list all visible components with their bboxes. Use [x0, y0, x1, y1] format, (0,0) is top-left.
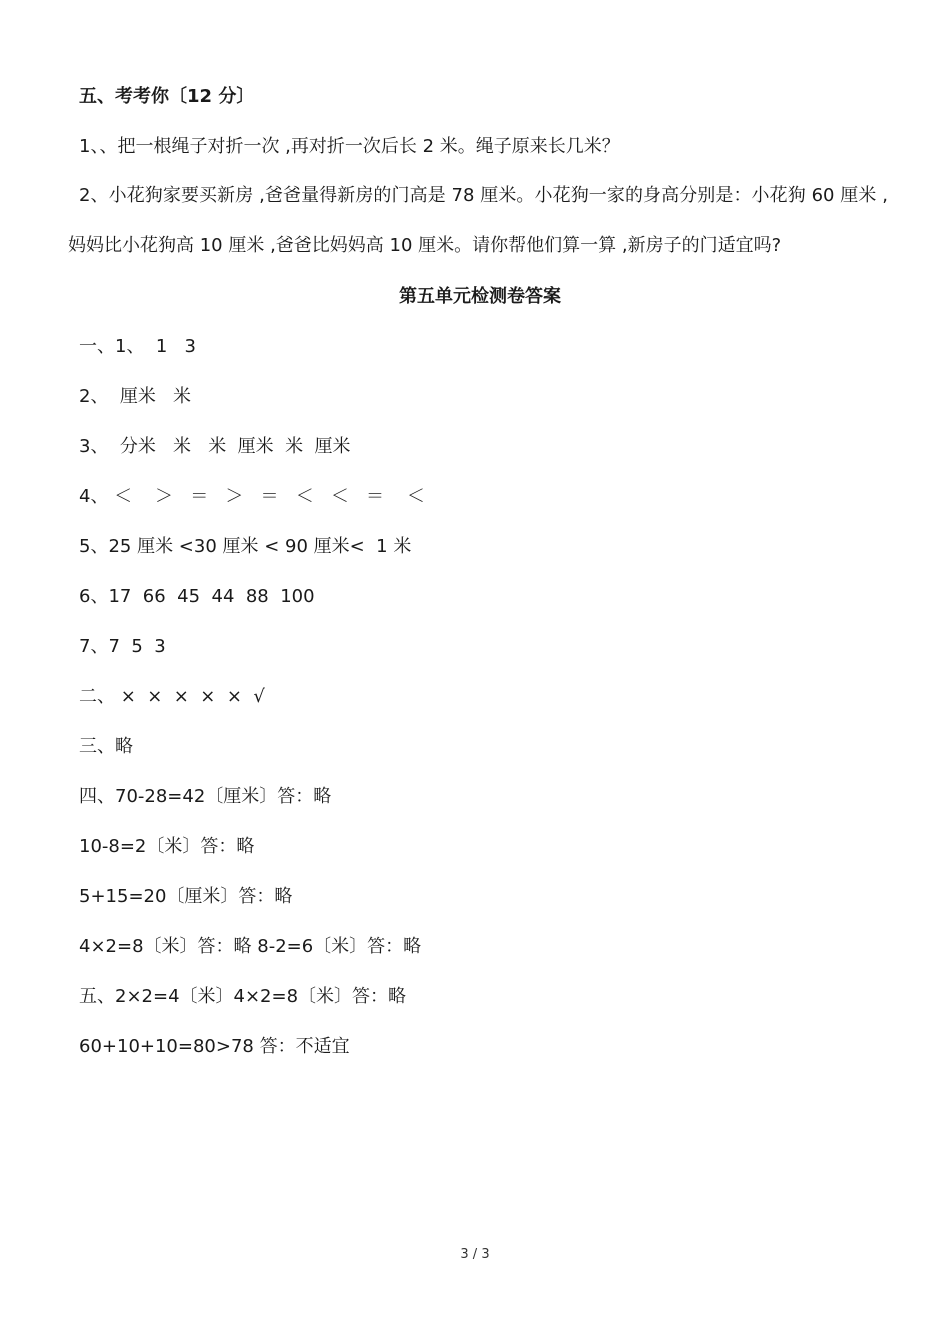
- answer-line: 60+10+10=80>78 答：不适宜: [79, 1036, 350, 1057]
- answer-line: 2、 厘米 米: [79, 386, 192, 407]
- answer-line: 3、 分米 米 米 厘米 米 厘米: [79, 436, 351, 457]
- answer-line: 二、 × × × × × √: [79, 686, 265, 707]
- answer-line: 五、2×2=4〔米〕4×2=8〔米〕答：略: [79, 986, 407, 1007]
- answer-line: 7、7 5 3: [79, 636, 166, 657]
- answer-line: 4、 ＜ ＞ ＝ ＞ ＝ ＜ ＜ ＝ ＜: [79, 486, 425, 507]
- section-heading: 五、考考你〔12 分〕: [79, 86, 255, 107]
- question-1: 1、、把一根绳子对折一次 ,再对折一次后长 2 米。绳子原来长几米？: [79, 136, 620, 157]
- answer-line: 三、略: [79, 736, 133, 757]
- answers-title: 第五单元检测卷答案: [399, 286, 561, 307]
- answer-line: 四、70-28=42〔厘米〕答：略: [79, 786, 332, 807]
- question-2: 2、小花狗家要买新房 ,爸爸量得新房的门高是 78 厘米。小花狗一家的身高分别是：小花狗 60 厘米 ,妈妈比小花狗高 10 厘米 ,爸爸比妈妈高 10 厘米。请你帮他们算一算 ,新房子的门适宜吗?: [68, 185, 888, 256]
- answer-line: 6、17 66 45 44 88 100: [79, 586, 315, 607]
- answer-line: 一、1、 1 3: [79, 336, 196, 357]
- answer-line: 4×2=8〔米〕答：略 8-2=6〔米〕答：略: [79, 936, 422, 957]
- answer-line: 5+15=20〔厘米〕答：略: [79, 886, 293, 907]
- answer-line: 5、25 厘米 <30 厘米 < 90 厘米< 1 米: [79, 536, 412, 557]
- answer-line: 10-8=2〔米〕答：略: [79, 836, 255, 857]
- page-number: 3 / 3: [460, 1247, 490, 1262]
